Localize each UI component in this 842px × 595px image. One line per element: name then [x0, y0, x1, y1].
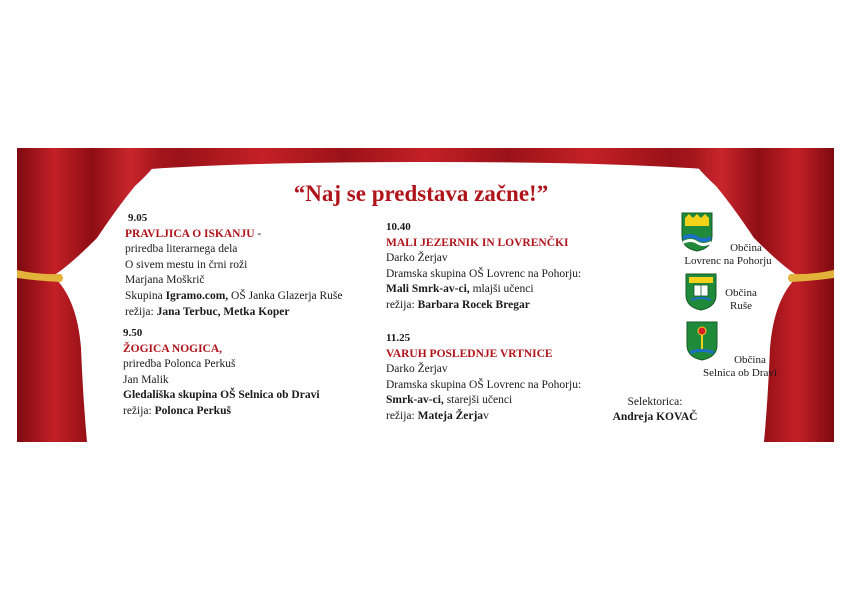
director-name: Mateja Žerja: [417, 409, 484, 422]
performance-line: Dramska skupina OŠ Lovrenc na Pohorju:: [386, 378, 582, 391]
director-label: režija:: [125, 305, 157, 318]
performance-line: priredba literarnega dela: [125, 243, 238, 256]
performance-title: VARUH POSLEDNJE VRTNICE: [386, 347, 553, 360]
performance-group: [125, 289, 343, 305]
performance-line: Jan Malik: [123, 373, 169, 386]
performance-line: Dramska skupina OŠ Lovrenc na Pohorju:: [386, 267, 582, 280]
director-name: Jana Terbuc, Metka Koper: [156, 305, 290, 318]
performance-director: [386, 409, 581, 425]
municipality-line2: Selnica ob Dravi: [703, 367, 777, 379]
group-school: OŠ Janka Glazerja Ruše: [228, 289, 343, 302]
performance-line: Darko Žerjav: [386, 363, 448, 376]
director-label: režija:: [123, 404, 155, 417]
performance-title-line: [125, 227, 343, 243]
director-name: Polonca Perkuš: [154, 404, 231, 417]
selector-block: [600, 395, 710, 425]
director-label: režija:: [386, 409, 418, 422]
performance-2: [123, 326, 320, 420]
group-name: Igramo.com,: [165, 289, 229, 302]
performance-line: Darko Žerjav: [386, 252, 448, 265]
event-title: “Naj se predstava začne!”: [293, 181, 549, 206]
group-name: Smrk-av-ci,: [386, 394, 444, 407]
performance-title: ŽOGICA NOGICA,: [123, 342, 223, 355]
performance-time: 9.50: [123, 327, 143, 339]
director-tail: v: [483, 409, 489, 422]
municipality-line1: Občina: [730, 242, 762, 254]
municipality-line1: Občina: [734, 354, 766, 366]
performance-3: [386, 220, 581, 314]
director-name: Barbara Rocek Bregar: [417, 298, 530, 311]
director-label: režija:: [386, 298, 418, 311]
municipality-label-selnica: [690, 354, 790, 380]
group-note: mlajši učenci: [469, 283, 534, 296]
title-suffix: -: [254, 227, 262, 240]
selector-label: Selektorica:: [627, 396, 683, 408]
performance-4: [386, 331, 581, 425]
performance-time: 10.40: [386, 221, 411, 233]
municipality-label-lovrenc: [666, 242, 790, 268]
performance-director: [123, 404, 320, 420]
selector-name: Andreja KOVAČ: [612, 411, 698, 423]
group-name: Gledališka skupina OŠ Selnica ob Dravi: [123, 389, 320, 402]
performance-director: [125, 305, 343, 321]
group-note: starejši učenci: [443, 394, 513, 407]
performance-group: [386, 282, 581, 298]
municipality-label-ruse: [713, 287, 769, 313]
municipality-line1: Občina: [725, 287, 757, 299]
performance-line: priredba Polonca Perkuš: [123, 358, 236, 371]
performance-title: MALI JEZERNIK IN LOVRENČKI: [386, 236, 569, 249]
performance-group: [386, 393, 581, 409]
municipality-line2: Ruše: [730, 300, 752, 312]
group-name: Mali Smrk-av-ci,: [386, 283, 470, 296]
performance-time: 9.05: [128, 212, 148, 224]
performance-group: [123, 388, 320, 404]
performance-director: [386, 298, 581, 314]
performance-time: 11.25: [386, 332, 411, 344]
performance-title: PRAVLJICA O ISKANJU: [125, 227, 255, 240]
group-prefix: Skupina: [125, 289, 166, 302]
performance-line: Marjana Moškrič: [125, 274, 205, 287]
performance-1: [125, 211, 343, 320]
performance-line: O sivem mestu in črni roži: [125, 258, 248, 271]
municipality-line2: Lovrenc na Pohorju: [684, 255, 772, 267]
